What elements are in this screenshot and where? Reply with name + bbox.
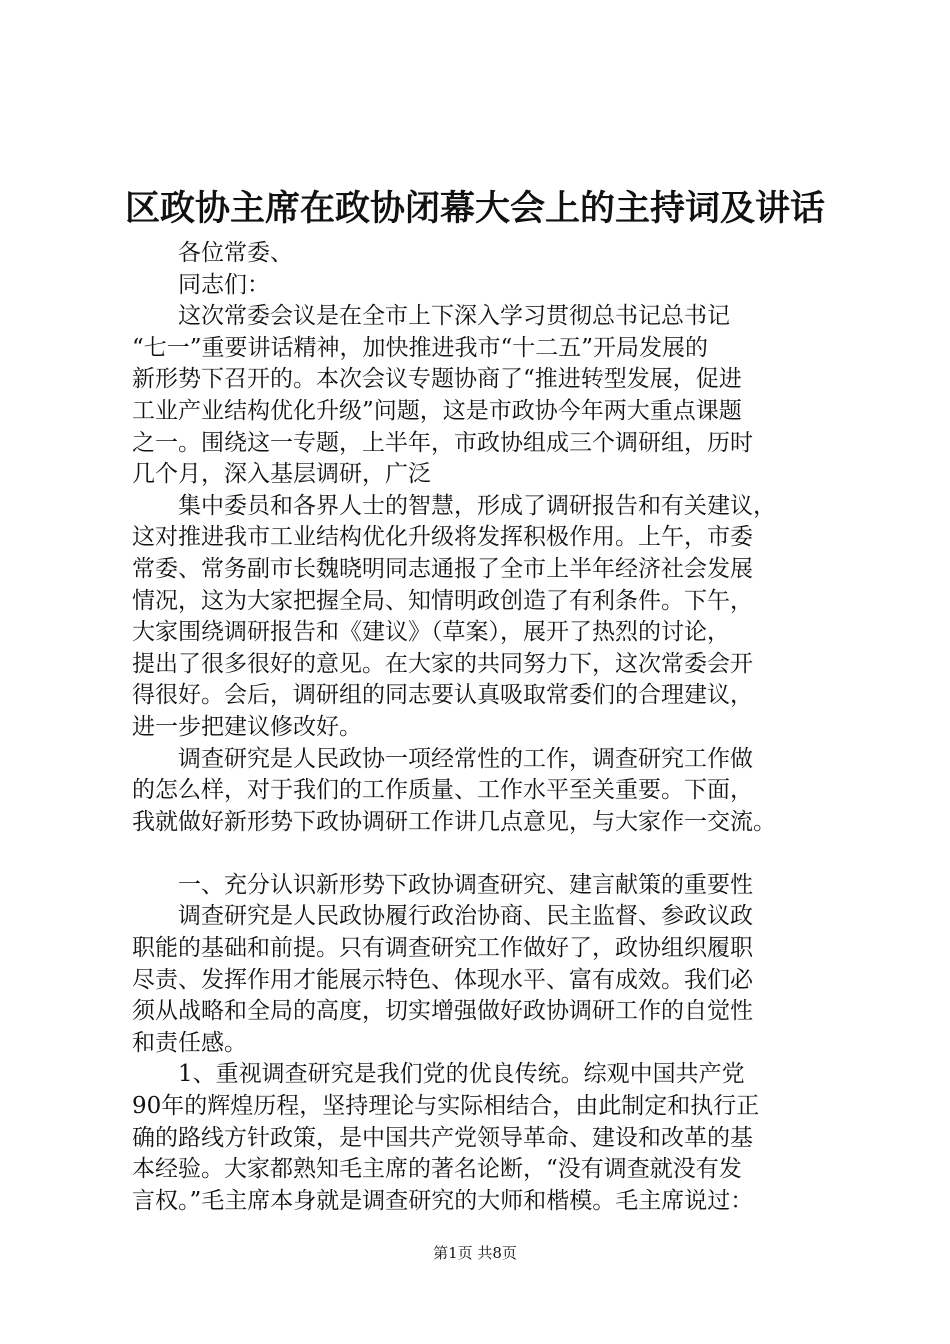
salutation-line: 同志们： <box>178 271 270 298</box>
paragraph-line: 职能的基础和前提。只有调查研究工作做好了，政协组织履职 <box>132 935 753 962</box>
paragraph-line: 这次常委会议是在全市上下深入学习贯彻总书记总书记 <box>178 303 730 330</box>
paragraph-line: 得很好。会后，调研组的同志要认真吸取常委们的合理建议， <box>132 682 753 709</box>
paragraph-line: “七一”重要讲话精神，加快推进我市“十二五”开局发展的 <box>132 334 709 361</box>
paragraph-line: 之一。围绕这一专题，上半年，市政协组成三个调研组，历时 <box>132 429 753 456</box>
document-title: 区政协主席在政协闭幕大会上的主持词及讲话 <box>124 188 825 229</box>
blank-line <box>132 838 832 870</box>
paragraph-line: 提出了很多很好的意见。在大家的共同努力下，这次常委会开 <box>132 650 753 677</box>
salutation-line: 各位常委、 <box>178 240 293 266</box>
document-body <box>132 238 832 1217</box>
section-heading: 一、充分认识新形势下政协调查研究、建言献策的重要性 <box>178 871 753 898</box>
paragraph-line: 常委、常务副市长魏晓明同志通报了全市上半年经济社会发展 <box>132 555 753 582</box>
paragraph-line: 1、重视调查研究是我们党的优良传统。综观中国共产党 <box>178 1061 745 1088</box>
paragraph-line: 工业产业结构优化升级”问题，这是市政协今年两大重点课题 <box>132 397 742 424</box>
paragraph-line: 新形势下召开的。本次会议专题协商了“推进转型发展，促进 <box>132 366 742 393</box>
paragraph-line: 调查研究是人民政协履行政治协商、民主监督、参政议政 <box>178 903 753 930</box>
paragraph-line: 言权。”毛主席本身就是调查研究的大师和楷模。毛主席说过： <box>132 1187 754 1214</box>
paragraph-line: 这对推进我市工业结构优化升级将发挥积极作用。上午，市委 <box>132 524 753 551</box>
paragraph-line: 确的路线方针政策，是中国共产党领导革命、建设和改革的基 <box>132 1124 753 1151</box>
paragraph-line: 进一步把建议修改好。 <box>132 713 362 740</box>
page-number-footer: 第1页 共8页 <box>433 1244 517 1262</box>
paragraph-line: 我就做好新形势下政协调研工作讲几点意见，与大家作一交流。 <box>132 808 776 835</box>
paragraph-line: 和责任感。 <box>132 1029 247 1056</box>
paragraph-line: 大家围绕调研报告和《建议》（草案），展开了热烈的讨论， <box>132 619 730 646</box>
paragraph-line: 的怎么样，对于我们的工作质量、工作水平至关重要。下面， <box>132 777 753 804</box>
paragraph-line: 90年的辉煌历程，坚持理论与实际相结合，由此制定和执行正 <box>132 1093 760 1120</box>
paragraph-line: 尽责、发挥作用才能展示特色、体现水平、富有成效。我们必 <box>132 966 753 993</box>
paragraph-line: 须从战略和全局的高度，切实增强做好政协调研工作的自觉性 <box>132 998 753 1025</box>
paragraph-line: 本经验。大家都熟知毛主席的著名论断，“没有调查就没有发 <box>132 1156 742 1183</box>
paragraph-line: 调查研究是人民政协一项经常性的工作，调查研究工作做 <box>178 745 753 772</box>
paragraph-line: 情况，这为大家把握全局、知情明政创造了有利条件。下午， <box>132 587 753 614</box>
paragraph-line: 集中委员和各界人士的智慧，形成了调研报告和有关建议， <box>178 492 776 519</box>
paragraph-line: 几个月，深入基层调研，广泛 <box>132 461 431 488</box>
